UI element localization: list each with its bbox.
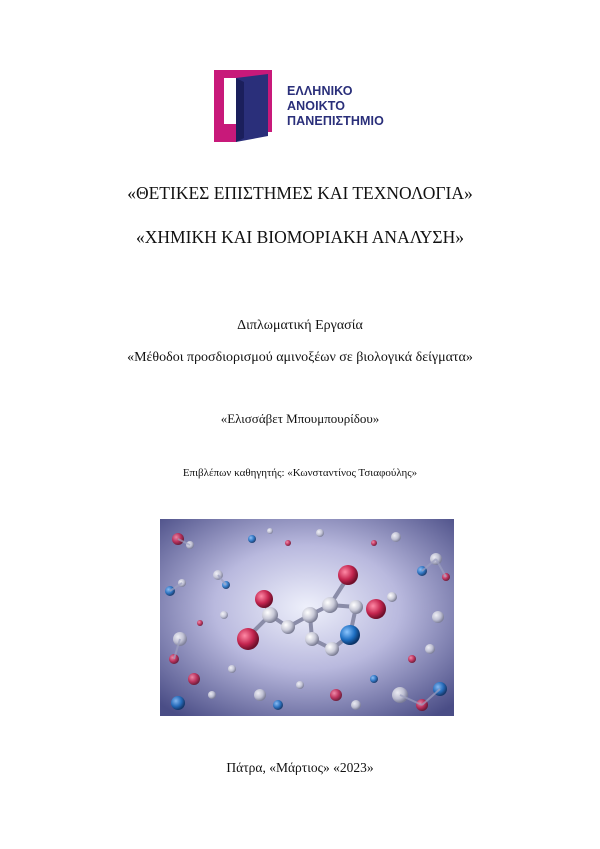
university-logo-icon xyxy=(214,70,280,142)
molecules-illustration xyxy=(160,519,454,716)
thesis-title: «Μέθοδοι προσδιορισμού αμινοξέων σε βιολογικά δείγματα» xyxy=(127,350,473,365)
logo-line-3: ΠΑΝΕΠΙΣΤΗΜΙΟ xyxy=(287,114,384,128)
supervisor-line: Επιβλέπων καθηγητής: «Κωνσταντίνος Τσιαφούλης» xyxy=(182,467,418,479)
program-title: «ΘΕΤΙΚΕΣ ΕΠΙΣΤΗΜΕΣ ΚΑΙ ΤΕΧΝΟΛΟΓΙΑ» xyxy=(127,183,473,203)
place-and-date: Πάτρα, «Μάρτιος» «2023» xyxy=(226,760,374,775)
logo-line-2: ΑΝΟΙΚΤΟ xyxy=(287,99,346,113)
logo-line-1: ΕΛΛΗΝΙΚΟ xyxy=(287,84,353,98)
specialization-title: «ΧΗΜΙΚΗ ΚΑΙ ΒΙΟΜΟΡΙΑΚΗ ΑΝΑΛΥΣΗ» xyxy=(136,227,464,247)
university-logo xyxy=(214,70,404,146)
university-name xyxy=(287,84,384,129)
author-name: «Ελισσάβετ Μπουμπουρίδου» xyxy=(220,411,380,426)
thesis-type: Διπλωματική Εργασία xyxy=(237,318,363,333)
molecules-cover-image xyxy=(160,519,454,716)
